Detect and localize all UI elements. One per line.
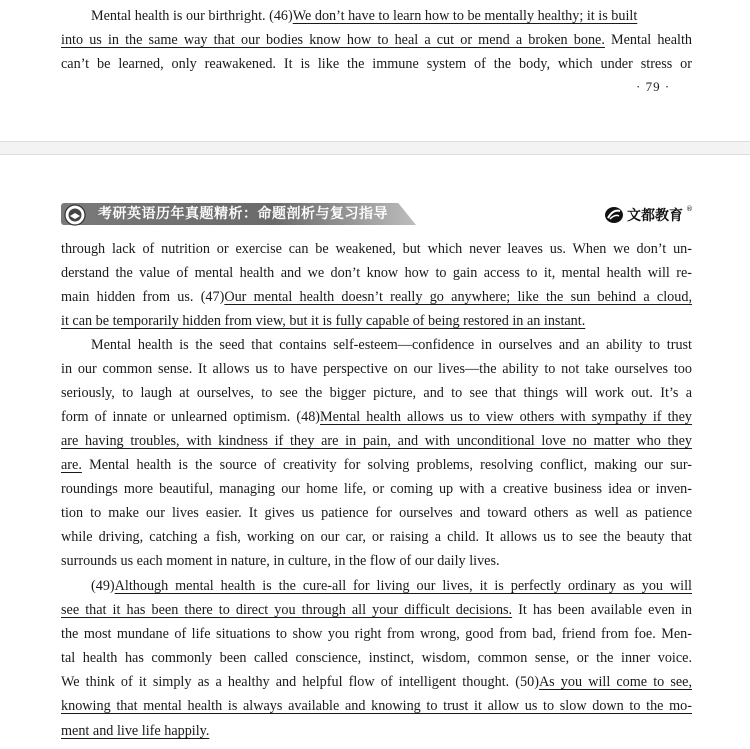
text-line: in our common sense. It allows us to have perspective on our lives—the ability to not take ourselves too [61,361,692,377]
text-line: derstand the value of mental health and we don’t know how to gain access to it, mental health will re- [61,265,692,281]
brand-name: 文都教育 [627,208,683,224]
text-line: We think of it simply as a healthy and helpful flow of intelligent thought. (50)As you will come to see, [61,674,692,690]
text-line: form of innate or unlearned optimism. (48)Mental health allows us to view others with sympathy if they [61,409,693,425]
text-line: into us in the same way that our bodies know how to heal a cut or mend a broken bone. Mental health [61,32,692,48]
page-separator [0,141,750,155]
text-line: the most mundane of life situations to show you right from wrong, good from bad, friend from foe. Men- [61,626,692,642]
text-line: knowing that mental health is always available and knowing to trust it allow us to slow down to the mo- [61,698,692,714]
running-header-title: 考研英语历年真题精析：命题剖析与复习指导 [98,206,388,222]
text-line: Mental health is the seed that contains self-esteem—confidence in ourselves and an ability to trust [91,337,692,353]
text-line: are. Mental health is the source of creativity for solving problems, resolving conflict, making our sur- [61,457,692,473]
text-line: surrounds us each moment in nature, in culture, in the flow of our daily lives. [61,553,500,569]
text-line: Mental health is our birthright. (46)We don’t have to learn how to be mentally healthy; it is built [91,8,638,24]
text-line: roundings more beautiful, managing our home life, or coming up with a creative business idea or inven- [61,481,692,497]
brand-logo-icon [604,206,624,224]
text-line: ment and live life happily. [61,723,210,739]
text-line: can’t be learned, only reawakened. It is like the immune system of the body, which under stress or [61,56,692,72]
page-number: · 79 · [636,79,671,94]
text-line: main hidden from us. (47)Our mental health doesn’t really go anywhere; like the sun behind a cloud, [61,289,692,305]
registered-mark: ® [686,205,693,213]
text-line: tion to make our lives easier. It gives us patience for ourselves and toward others as well as patience [61,505,692,521]
text-line: seriously, to laugh at ourselves, to see the bigger picture, and to see that things will work out. It’s a [61,385,692,401]
text-line: (49)Although mental health is the cure-all for living our lives, it is perfectly ordinary as you will [91,578,692,594]
book-logo-icon [64,204,86,226]
text-line: it can be temporarily hidden from view, but it is fully capable of being restored in an instant. [61,313,586,329]
text-line: tal health has commonly been called conscience, instinct, wisdom, common sense, or the inner voice. [61,650,692,666]
text-line: through lack of nutrition or exercise can be weakened, but which never leaves us. When we don’t un- [61,241,692,257]
previous-page-bottom [0,0,750,141]
text-line: while driving, catching a fish, working on our car, or raising a child. It allows us to see the beauty that [61,529,692,545]
publisher-brand [604,204,693,226]
text-line: see that it has been there to direct you through all your difficult decisions. It has been available even in [61,602,692,618]
text-line: are having troubles, with kindness if they are in pain, and with unconditional love no matter who they [61,433,692,449]
